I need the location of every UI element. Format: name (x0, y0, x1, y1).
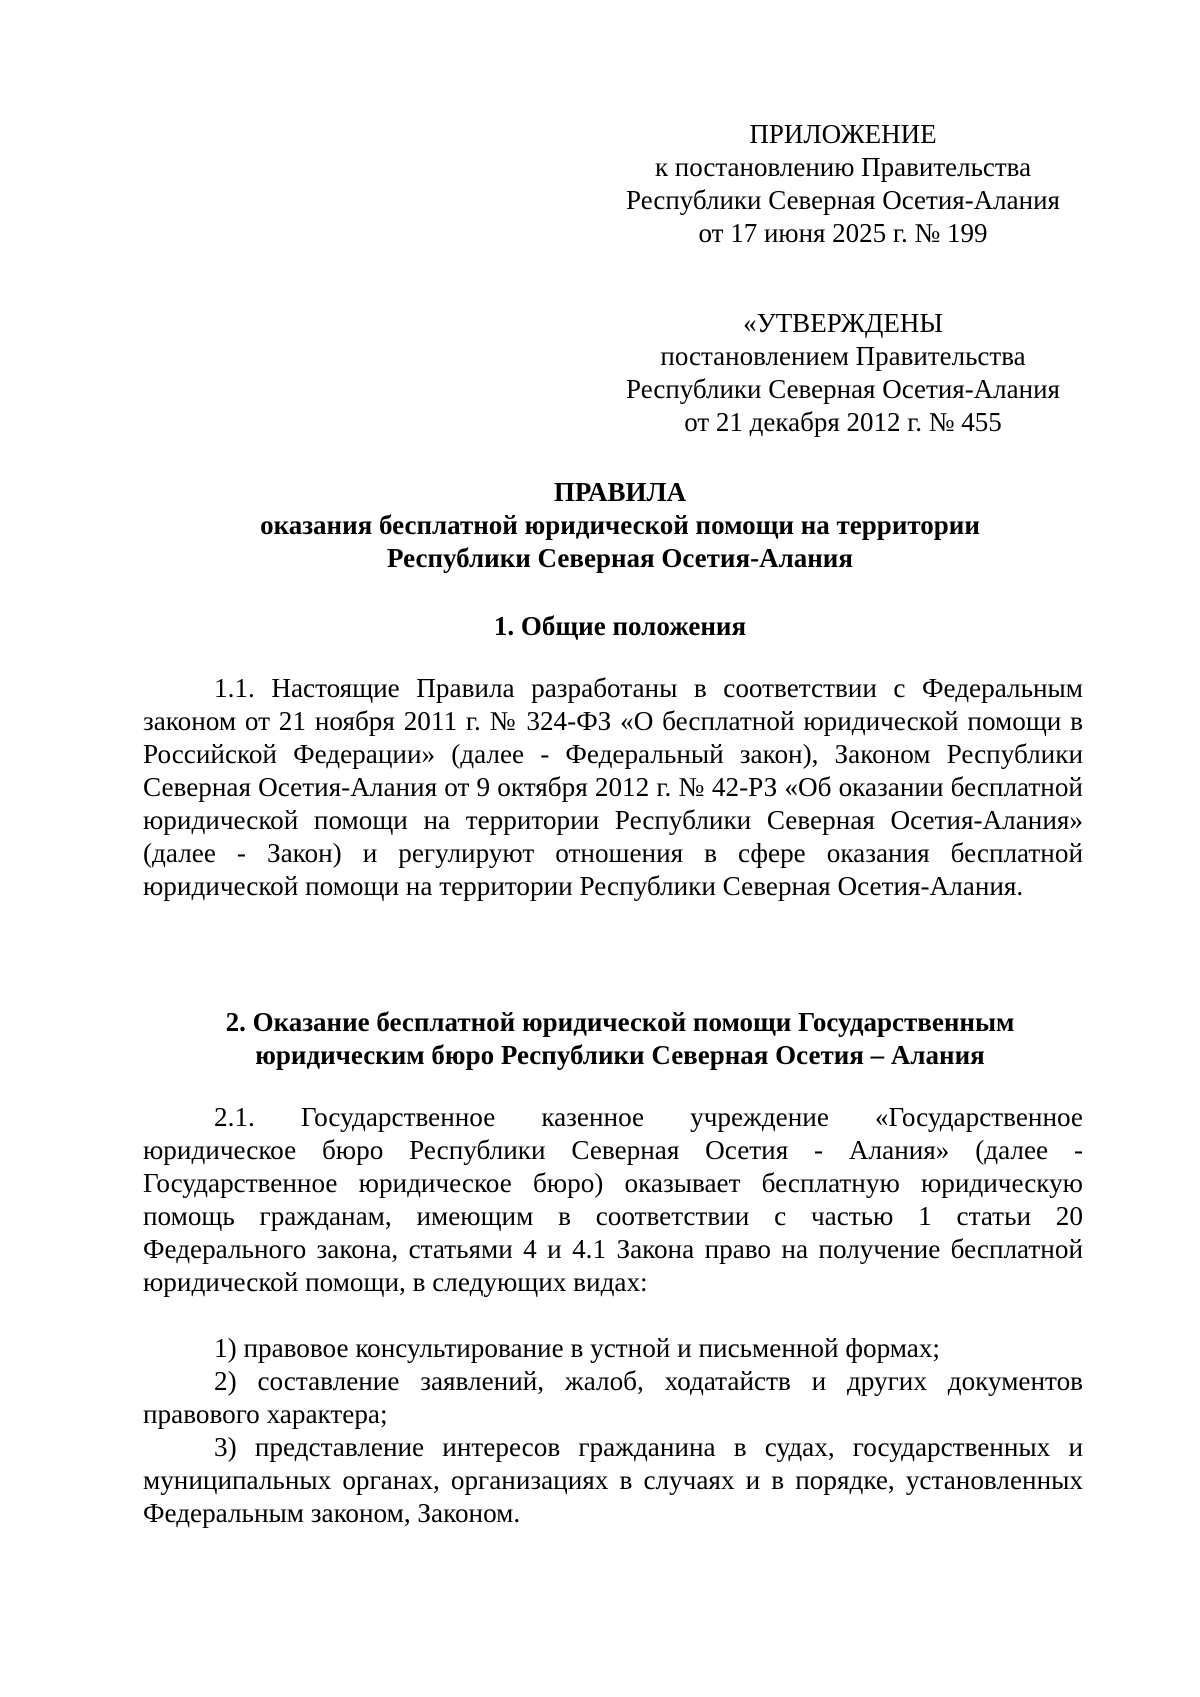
appendix-reference: к постановлению Правительства (654, 152, 1032, 182)
approved-reference: постановлением Правительства (660, 341, 1026, 371)
section-2-heading-line2: юридическим бюро Республики Северная Осетия – Алания (255, 1040, 985, 1070)
section-2-heading (140, 1006, 1100, 1072)
approved-republic: Республики Северная Осетия-Алания (626, 374, 1060, 404)
paragraph-2-1: 2.1. Государственное казенное учреждение «Государственное юридическое бюро Республики Северная Осетия - Алания» (далее - Государственное юридическое бюро) оказывает бесплатную юридическую помощь гражданам, имеющим в соответствии с частью 1 статьи 20 Федерального закона, статьями 4 и 4.1 Закона право на получение бесплатной юридической помощи, в следующих видах: (143, 1102, 1083, 1297)
list-item-2: 2) составление заявлений, жалоб, ходатайств и других документов правового характера; (143, 1366, 1083, 1429)
approval-stamp (583, 307, 1103, 439)
appendix-date-number: от 17 июня 2025 г. № 199 (698, 218, 988, 248)
appendix-republic: Республики Северная Осетия-Алания (626, 185, 1060, 215)
title-subtitle-line1: оказания бесплатной юридической помощи на территории (260, 510, 980, 540)
document-title (140, 476, 1100, 575)
appendix-label: ПРИЛОЖЕНИЕ (749, 119, 937, 149)
approved-label: «УТВЕРЖДЕНЫ (743, 308, 943, 338)
list-item-3: 3) представление интересов гражданина в судах, государственных и муниципальных органах, организациях в случаях и в порядке, установленных Федеральным законом, Законом. (143, 1432, 1083, 1528)
list-item-1: 1) правовое консультирование в устной и письменной формах; (214, 1333, 940, 1363)
section-1-heading (140, 610, 1100, 643)
appendix-header (583, 118, 1103, 250)
section-2-heading-line1: 2. Оказание бесплатной юридической помощи Государственным (225, 1007, 1015, 1037)
title-main: ПРАВИЛА (553, 477, 687, 507)
paragraph-1-1: 1.1. Настоящие Правила разработаны в соответствии с Федеральным законом от 21 ноября 2011 г. № 324-ФЗ «О бесплатной юридической помощи в Российской Федерации» (далее - Федеральный закон), Законом Республики Северная Осетия-Алания от 9 октября 2012 г. № 42-РЗ «Об оказании бесплатной юридической помощи на территории Республики Северная Осетия-Алания» (далее - Закон) и регулируют отношения в сфере оказания бесплатной юридической помощи на территории Республики Северная Осетия-Алания. (143, 673, 1083, 901)
title-subtitle-line2: Республики Северная Осетия-Алания (387, 543, 853, 573)
approved-date-number: от 21 декабря 2012 г. № 455 (684, 407, 1002, 437)
section-1-heading-text: 1. Общие положения (493, 611, 747, 641)
